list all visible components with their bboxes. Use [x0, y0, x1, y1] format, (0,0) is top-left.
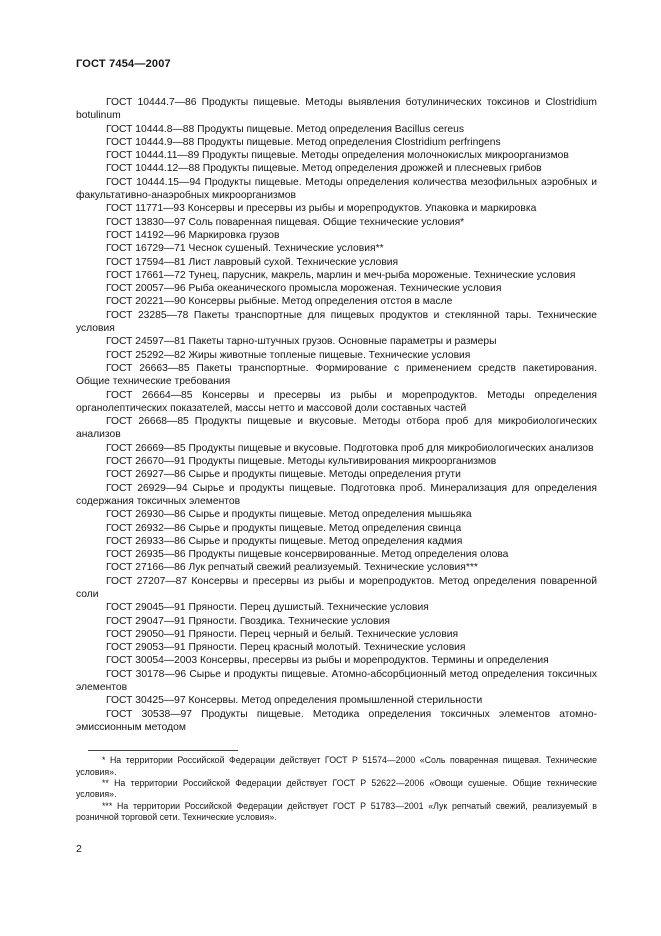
standard-entry: ГОСТ 26929—94 Сырье и продукты пищевые. Подготовка проб. Минерализация для определения содержания токсичных элементов: [76, 482, 597, 507]
standard-entry: ГОСТ 10444.9—88 Продукты пищевые. Метод определения Clostridium perfringens: [106, 136, 501, 148]
standard-entry: ГОСТ 30054—2003 Консервы, пресервы из рыбы и морепродуктов. Термины и определения: [106, 655, 549, 667]
standard-entry: ГОСТ 26930—86 Сырье и продукты пищевые. Метод определения мышьяка: [106, 509, 472, 521]
standard-entry: ГОСТ 26668—85 Продукты пищевые и вкусовые. Методы отбора проб для микробиологических анализов: [76, 416, 597, 441]
standard-entry: ГОСТ 13830—97 Соль поваренная пищевая. Общие технические условия*: [106, 216, 465, 228]
footnote: ** На территории Российской Федерации действует ГОСТ Р 52622—2006 «Овощи сушеные. Общие технические условия».: [76, 778, 597, 800]
standard-entry: ГОСТ 26664—85 Консервы и пресервы из рыбы и морепродуктов. Методы определения органолептических показателей, массы нетто и массовой доли составных частей: [76, 389, 597, 414]
standards-list: [76, 96, 597, 734]
standard-entry: ГОСТ 10444.12—88 Продукты пищевые. Метод определения дрожжей и плесневых грибов: [106, 163, 542, 175]
standard-entry: ГОСТ 29050—91 Пряности. Перец черный и белый. Технические условия: [106, 628, 459, 640]
standard-entry: ГОСТ 26669—85 Продукты пищевые и вкусовые. Подготовка проб для микробиологических анализов: [106, 442, 594, 454]
page-number: 2: [76, 843, 82, 855]
standard-entry: ГОСТ 30178—96 Сырье и продукты пищевые. Атомно-абсорбционный метод определения токсичных элементов: [76, 668, 597, 694]
standard-entry: ГОСТ 23285—78 Пакеты транспортные для пищевых продуктов и стеклянной тары. Технические условия: [76, 309, 597, 335]
standard-entry: ГОСТ 27166—86 Лук репчатый свежий реализуемый. Технические условия***: [106, 562, 478, 574]
standard-entry: ГОСТ 26927—86 Сырье и продукты пищевые. Методы определения ртути: [106, 469, 461, 481]
standard-entry: ГОСТ 30425—97 Консервы. Метод определения промышленной стерильности: [106, 695, 483, 707]
footnote: *** На территории Российской Федерации действует ГОСТ Р 51783—2001 «Лук репчатый свежий, реализуемый в розничной торговой сети. Технические условия».: [76, 800, 597, 823]
footnotes: [76, 755, 597, 823]
standard-entry: ГОСТ 20057—96 Рыба океанического промысла мороженая. Технические условия: [106, 283, 502, 295]
standard-entry: ГОСТ 30538—97 Продукты пищевые. Методика определения токсичных элементов атомно-эмиссионным методом: [76, 708, 597, 733]
standard-entry: ГОСТ 17594—81 Лист лавровый сухой. Технические условия: [106, 256, 399, 268]
standard-entry: ГОСТ 16729—71 Чеснок сушеный. Технические условия**: [106, 243, 384, 255]
standard-entry: ГОСТ 14192—96 Маркировка грузов: [106, 229, 280, 241]
standard-entry: ГОСТ 26663—85 Пакеты транспортные. Формирование с применением средств пакетирования. Общие технические требования: [76, 362, 597, 388]
standard-entry: ГОСТ 26933—86 Сырье и продукты пищевые. Метод определения кадмия: [106, 535, 463, 547]
standard-entry: ГОСТ 27207—87 Консервы и пресервы из рыбы и морепродуктов. Метод определения поваренной соли: [76, 575, 597, 600]
standard-entry: ГОСТ 10444.15—94 Продукты пищевые. Методы определения количества мезофильных аэробных и факультативно-анаэробных микроорганизмов: [76, 176, 597, 202]
footnote: * На территории Российской Федерации действует ГОСТ Р 51574—2000 «Соль поваренная пищевая. Технические условия».: [76, 755, 597, 777]
standard-entry: ГОСТ 24597—81 Пакеты тарно-штучных грузов. Основные параметры и размеры: [106, 336, 497, 348]
standard-entry: ГОСТ 26935—86 Продукты пищевые консервированные. Метод определения олова: [106, 549, 509, 561]
standard-entry: ГОСТ 29047—91 Пряности. Гвоздика. Технические условия: [106, 615, 390, 627]
standard-entry: ГОСТ 10444.7—86 Продукты пищевые. Методы выявления ботулинических токсинов и Clostridium botulinum: [76, 97, 597, 122]
standard-entry: ГОСТ 11771—93 Консервы и пресервы из рыбы и морепродуктов. Упаковка и маркировка: [106, 203, 537, 215]
footnote-separator: [88, 750, 238, 751]
standard-entry: ГОСТ 29053—91 Пряности. Перец красный молотый. Технические условия: [106, 642, 466, 654]
standard-entry: ГОСТ 17661—72 Тунец, парусник, макрель, марлин и меч-рыба мороженые. Технические условия: [106, 269, 576, 281]
standard-entry: ГОСТ 26670—91 Продукты пищевые. Методы культивирования микроорганизмов: [106, 456, 497, 468]
standard-entry: ГОСТ 29045—91 Пряности. Перец душистый. Технические условия: [106, 602, 429, 614]
doc-code: ГОСТ 7454—2007: [76, 58, 171, 70]
standard-entry: ГОСТ 20221—90 Консервы рыбные. Метод определения отстоя в масле: [106, 296, 453, 308]
standard-entry: ГОСТ 26932—86 Сырье и продукты пищевые. Метод определения свинца: [106, 522, 462, 534]
standard-entry: ГОСТ 10444.11—89 Продукты пищевые. Методы определения молочнокислых микроорганизмов: [106, 150, 569, 162]
standard-entry: ГОСТ 25292—82 Жиры животные топленые пищевые. Технические условия: [106, 349, 471, 361]
standard-entry: ГОСТ 10444.8—88 Продукты пищевые. Метод определения Bacillus cereus: [106, 123, 465, 135]
